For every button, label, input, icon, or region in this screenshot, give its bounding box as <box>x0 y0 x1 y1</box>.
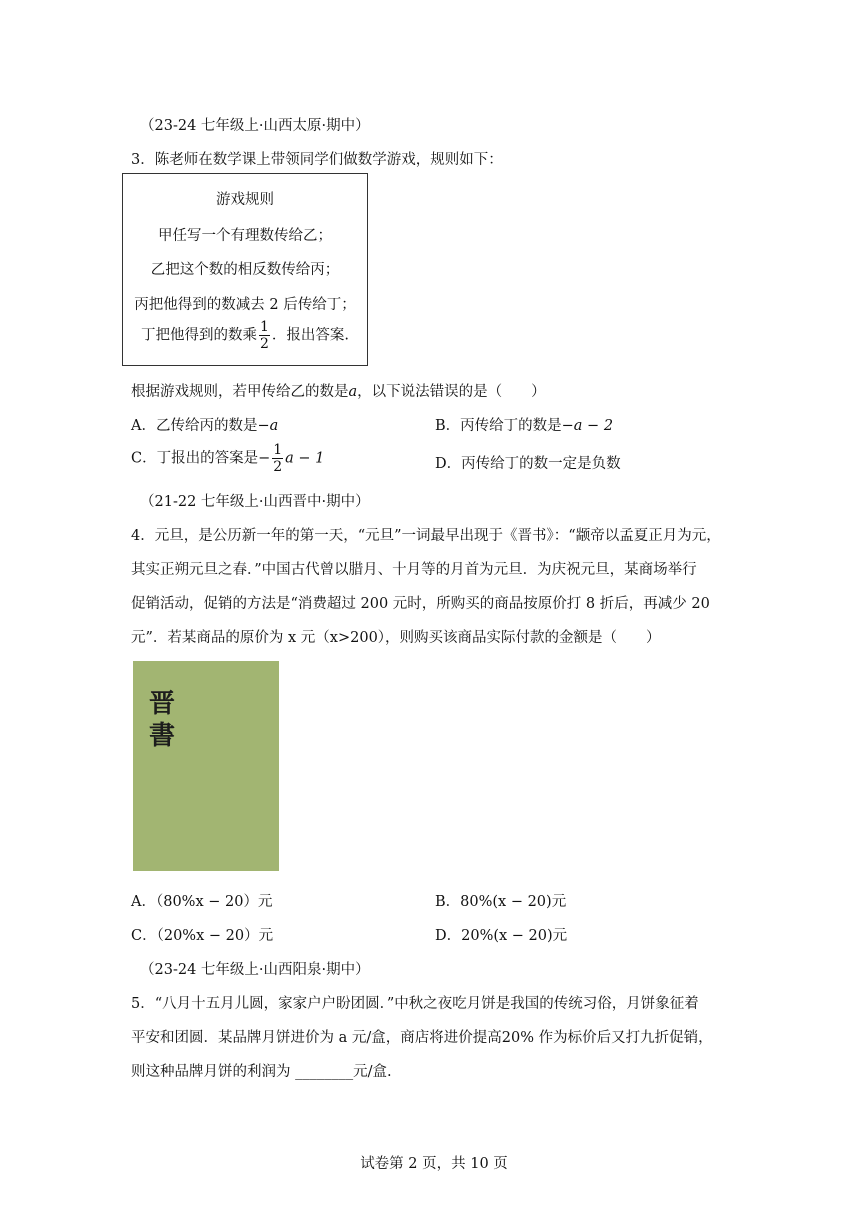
q4-source: （21-22 七年级上·山西晋中·期中） <box>140 494 370 510</box>
book-title-char-1: 晋 <box>149 689 176 719</box>
rules-line-4-pre: 丁把他得到的数乘 <box>140 327 257 344</box>
q4-line-3: 促销活动，促销的方法是“消费超过 200 元时，所购买的商品按原价打 8 折后，再减少 20 <box>131 596 710 612</box>
q5-source: （23-24 七年级上·山西阳泉·期中） <box>140 962 370 978</box>
rules-line-2: 乙把这个数的相反数传给丙； <box>150 262 340 278</box>
q4-line-4: 元”．若某商品的原价为 x 元（x>200），则购买该商品实际付款的金额是（ ） <box>131 630 661 646</box>
q4-line-2: 其实正朔元旦之春．”中国古代曾以腊月、十月等的月首为元旦．为庆祝元旦，某商场举行 <box>131 562 697 578</box>
q3-stem: 3．陈老师在数学课上带领同学们做数学游戏，规则如下： <box>131 152 503 168</box>
book-cover-image <box>133 661 279 871</box>
fraction-half: $\frac{1}{2}$ <box>273 442 283 475</box>
q3-option-a[interactable]: A．乙传给丙的数是−a <box>131 418 279 434</box>
q3-question: 根据游戏规则，若甲传给乙的数是a，以下说法错误的是（ ） <box>131 384 546 400</box>
q4-line-1: 4．元旦，是公历新一年的第一天，“元旦”一词最早出现于《晋书》：“颛帝以孟夏正月为元， <box>131 528 721 544</box>
q4-option-a[interactable]: A．（80%x − 20）元 <box>131 894 273 910</box>
answer-blank[interactable]: ________ <box>295 1064 354 1080</box>
book-title-char-2: 書 <box>149 721 176 751</box>
page-footer: 试卷第 2 页，共 10 页 <box>360 1156 508 1172</box>
q3-option-d[interactable]: D．丙传给丁的数一定是负数 <box>435 456 621 472</box>
rules-line-4 <box>123 320 367 351</box>
q4-option-b[interactable]: B．80%(x − 20)元 <box>435 894 567 910</box>
q3-option-c[interactable]: C．丁报出的答案是− $\frac{1}{2}$ a − 1 <box>131 442 325 475</box>
variable-a: a <box>348 384 358 400</box>
q5-line-3: 则这种品牌月饼的利润为 ________元/盒. <box>131 1064 392 1080</box>
q4-option-d[interactable]: D．20%(x − 20)元 <box>435 928 568 944</box>
game-rules-box <box>122 173 368 366</box>
q3-source: （23-24 七年级上·山西太原·期中） <box>140 118 370 134</box>
rules-title: 游戏规则 <box>216 192 274 208</box>
rules-line-4-post: ．报出答案. <box>271 327 350 344</box>
q4-option-c[interactable]: C．（20%x − 20）元 <box>131 928 274 944</box>
q5-line-2: 平安和团圆．某品牌月饼进价为 a 元/盒，商店将进价提高20% 作为标价后又打九折促销， <box>131 1030 713 1046</box>
rules-line-1: 甲任写一个有理数传给乙； <box>158 228 332 244</box>
fraction-half: $\frac{1}{2}$ <box>259 319 269 352</box>
q5-line-1: 5．“八月十五月儿圆，家家户户盼团圆．”中秋之夜吃月饼是我国的传统习俗，月饼象征着 <box>131 996 699 1012</box>
rules-line-3: 丙把他得到的数减去 2 后传给丁； <box>134 297 356 313</box>
q3-option-b[interactable]: B．丙传给丁的数是−a − 2 <box>435 418 614 434</box>
